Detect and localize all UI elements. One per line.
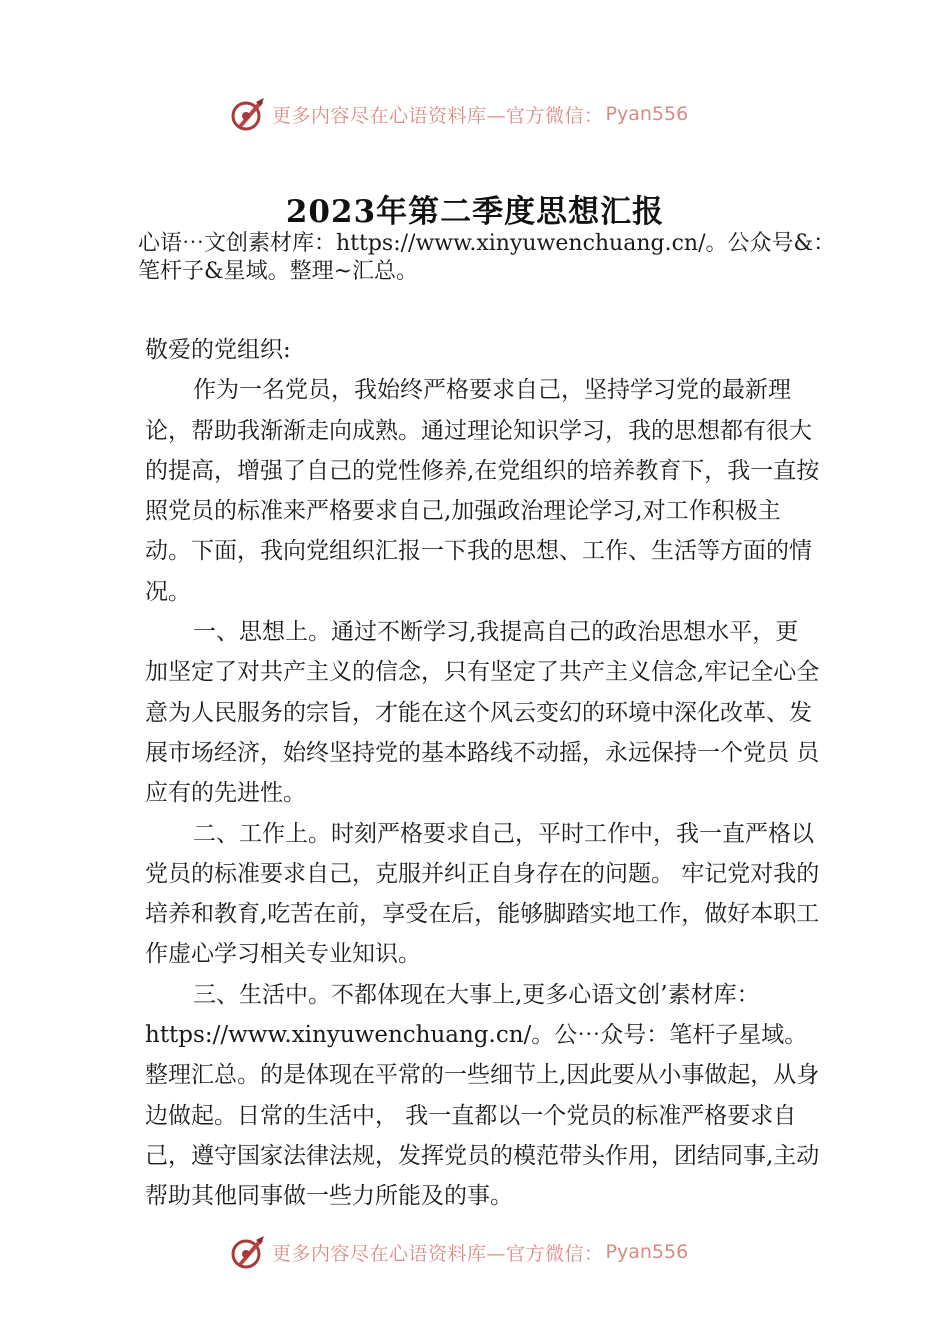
paragraph-work: 二、工作上。时刻严格要求自己，平时工作中，我一直严格以党员的标准要求自己，克服并纠正自身存在的问题。 牢记党对我的培养和教育,吃苦在前，享受在后，能够脚踏实地工作，做好本职工作虚心学习相关专业知识。: [145, 820, 820, 968]
document-title: 2023年第二季度思想汇报: [285, 194, 665, 230]
paragraph-life: 三、生活中。不都体现在大事上,更多心语文创’素材库：https://www.xinyuwenchuang.cn/。公⋯众号：笔杆子星域。整理汇总。的是体现在平常的一些细节上,因此要从小事做起，从身边做起。日常的生活中， 我一直都以一个党员的标准严格要求自己，遵守国家法律法规，发挥党员的模范带头作用，团结同事,主动帮助其他同事做一些力所能及的事。: [145, 981, 820, 1210]
paragraph-thought: 一、思想上。通过不断学习,我提高自己的政治思想水平，更加坚定了对共产主义的信念，只有坚定了共产主义信念,牢记全心全意为人民服务的宗旨，才能在这个风云变幻的环境中深化改革、发展市场经济，始终坚持党的基本路线不动摇，永远保持一个党员 员应有的先进性。: [145, 619, 820, 807]
banner-wechat-id: Pyan556: [605, 103, 689, 125]
paragraph-intro: 作为一名党员，我始终严格要求自己，坚持学习党的最新理论，帮助我渐渐走向成熟。通过理论知识学习，我的思想都有很大的提高，增强了自己的党性修养,在党组织的培养教育下，我一直按照党员的标准来严格要求自己,加强政治理论学习,对工作积极主动。下面，我向党组织汇报一下我的思想、工作、生活等方面的情况。: [145, 377, 820, 605]
banner-text: 更多内容尽在心语资料库—官方微信：: [272, 104, 604, 127]
source-note: 心语⋯文创素材库：https://www.xinyuwenchuang.cn/。公众号&：笔杆子&星域。整理~汇总。: [138, 231, 836, 284]
quill-logo-icon: [230, 96, 266, 132]
header-watermark-banner: [230, 94, 730, 134]
banner-wechat-id: Pyan556: [605, 1241, 689, 1263]
footer-watermark-banner: [230, 1232, 730, 1272]
salutation: 敬爱的党组织:: [145, 337, 291, 363]
quill-logo-icon: [230, 1234, 266, 1270]
banner-text: 更多内容尽在心语资料库—官方微信：: [272, 1242, 604, 1265]
document-body: [145, 330, 820, 1217]
